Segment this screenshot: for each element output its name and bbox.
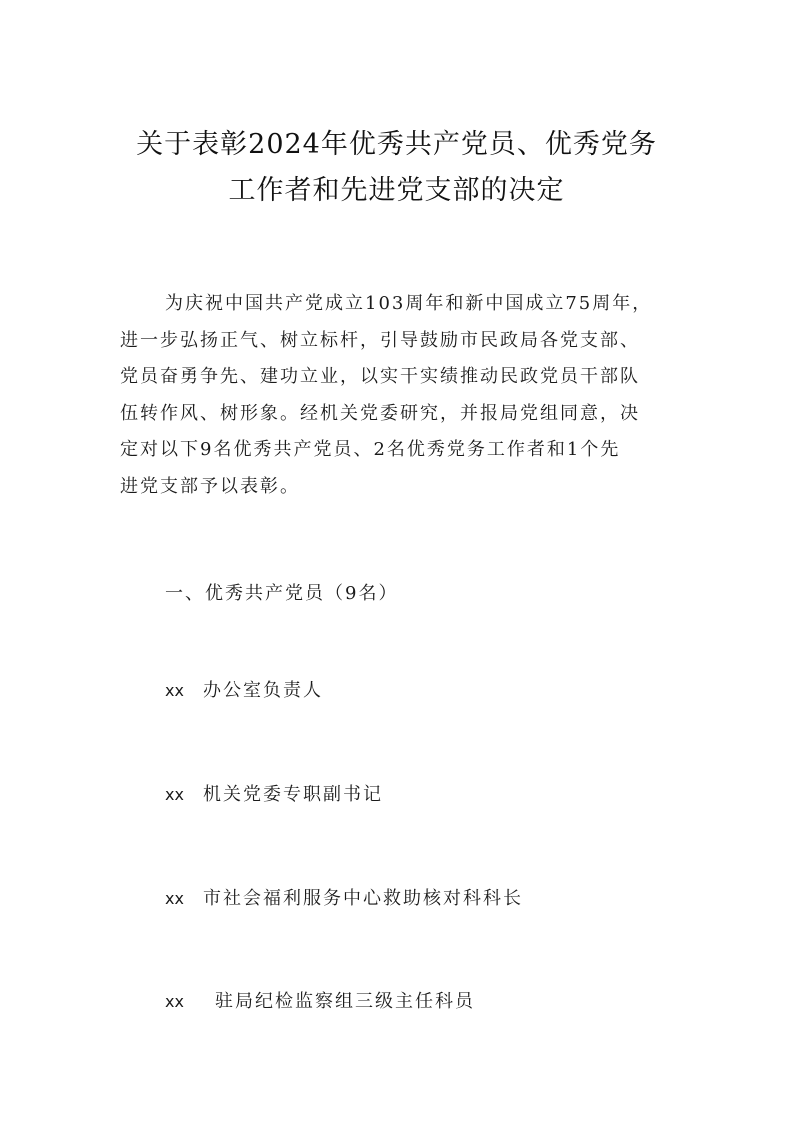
body-paragraph [120,286,676,505]
member-name: xx [165,889,184,908]
member-name: xx [165,681,184,700]
member-entry [165,676,323,706]
member-entry [165,780,383,810]
member-position: 办公室负责人 [203,680,323,701]
paragraph-line: 进一步弘扬正气、树立标杆，引导鼓励市民政局各党支部、 [120,329,640,351]
section-heading-outstanding-members: 一、优秀共产党员（9名） [165,583,399,604]
paragraph-line: 党员奋勇争先、建功立业，以实干实绩推动民政党员干部队 [120,366,640,387]
member-entry [165,987,475,1017]
paragraph-line: 为庆祝中国共产党成立103周年和新中国成立75周年， [165,293,653,314]
member-position: 机关党委专职副书记 [203,784,383,805]
document-title-line-2: 工作者和先进党支部的决定 [228,175,565,206]
paragraph-line: 进党支部予以表彰。 [120,475,300,497]
document-title-line-1: 关于表彰2024年优秀共产党员、优秀党务 [136,129,657,160]
member-position: 驻局纪检监察组三级主任科员 [215,991,475,1012]
member-name: xx [165,785,184,804]
paragraph-line: 定对以下9名优秀共产党员、2名优秀党务工作者和1个先 [120,439,621,460]
member-position: 市社会福利服务中心救助核对科科长 [203,888,523,909]
paragraph-line: 伍转作风、树形象。经机关党委研究，并报局党组同意，决 [120,402,640,424]
member-name: xx [165,992,184,1011]
member-entry [165,884,523,914]
